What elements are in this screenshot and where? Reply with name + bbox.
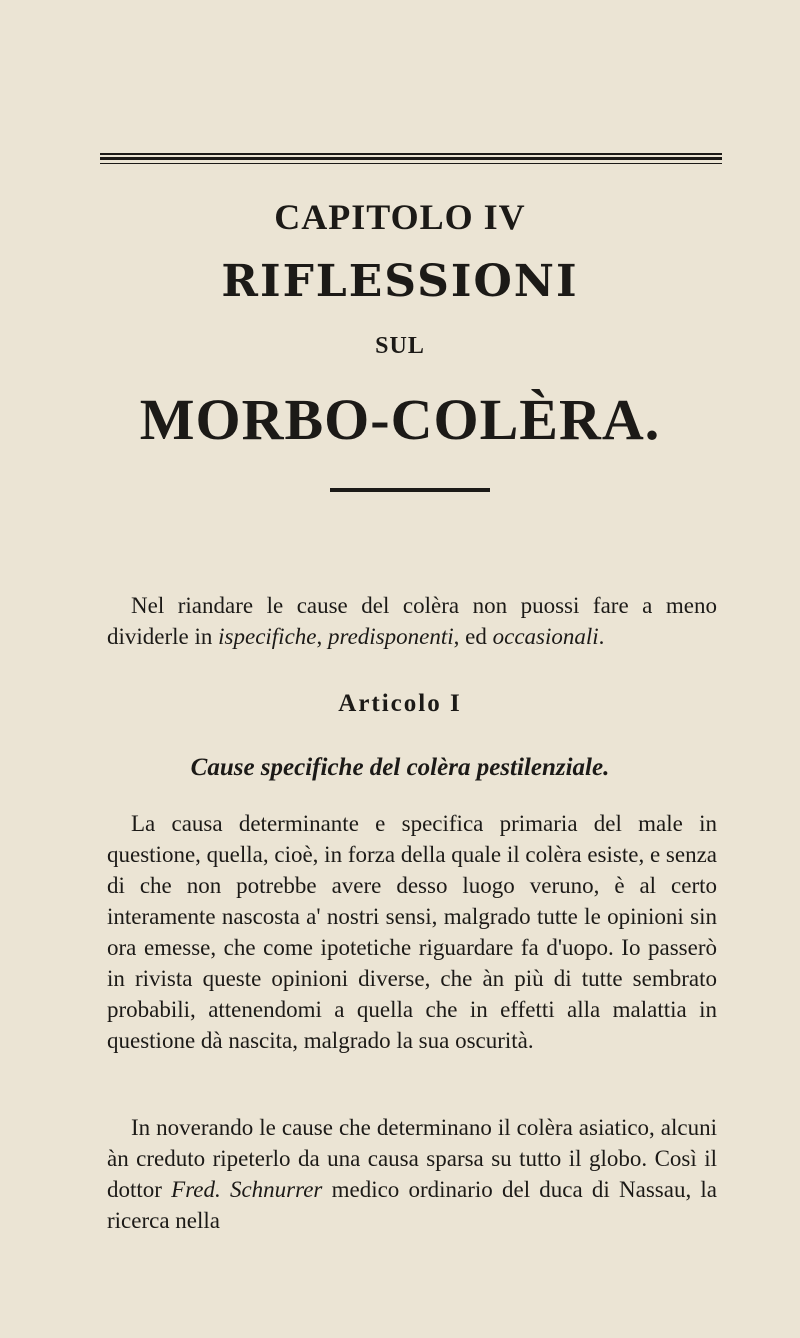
body-paragraph-1: La causa determinante e specifica primaria del male in questione, quella, cioè, in forza della quale il colèra esiste, e senza di che non potrebbe avere desso luogo veruno, è al certo interamente nascosta a' nostri sensi, malgrado tutte le opinioni sin ora emesse, che come ipotetiche riguardare fa d'uopo. Io passerò in rivista queste opinioni diverse, che àn più di tutte sembrato probabili, attenendomi a quella che in effetti alla malattia in questione dà nascita, malgrado la sua oscurità.	[107, 811, 717, 1053]
chapter-heading: CAPITOLO IV	[274, 197, 526, 237]
sul-heading: SUL	[375, 333, 425, 359]
section-subtitle: Cause specifiche del colèra pestilenziale.	[190, 754, 610, 781]
body-paragraph-2: In noverando le cause che determinano il colèra asiatico, alcuni àn creduto ripeterlo da una causa sparsa su tutto il globo. Così il dottor Fred. Schnurrer medico ordinario del duca di Nassau, la ricerca nella	[107, 1115, 717, 1233]
top-rule	[100, 153, 722, 155]
page-title: MORBO-COLÈRA.	[139, 387, 661, 452]
intro-paragraph: Nel riandare le cause del colèra non puossi fare a meno dividerle in ispecifiche, predisponenti, ed occasionali.	[107, 593, 717, 649]
blackletter-heading: RIFLESSIONI	[221, 256, 579, 307]
top-rule-thin	[100, 163, 722, 164]
title-rule	[330, 488, 490, 492]
top-rule-thick	[100, 157, 722, 160]
article-heading: Articolo I	[338, 690, 462, 717]
